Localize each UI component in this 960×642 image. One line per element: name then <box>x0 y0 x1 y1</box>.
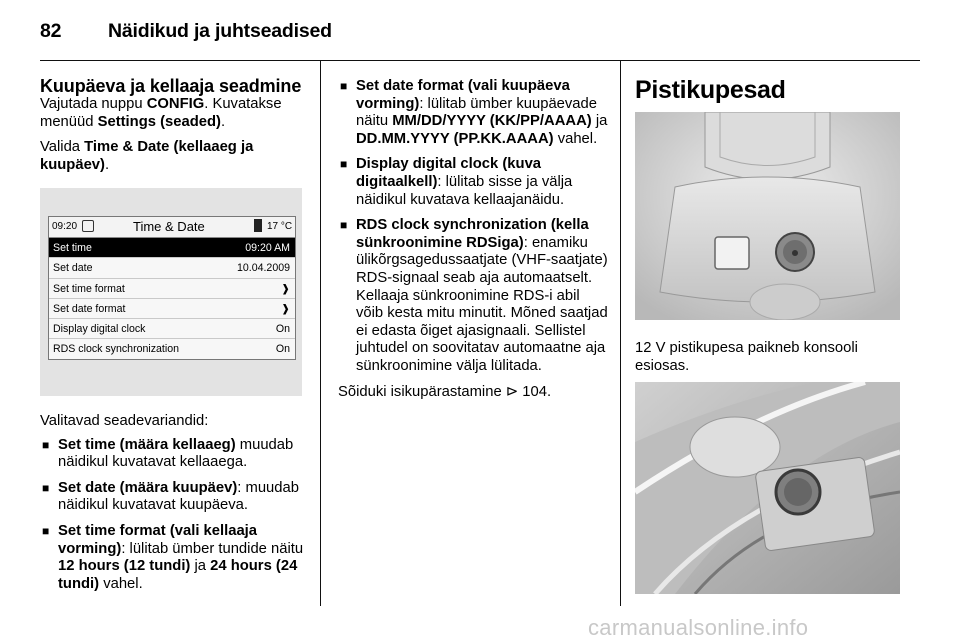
info-display-screen <box>48 216 296 360</box>
chevron-right-icon: ❱ <box>281 282 290 295</box>
menu-row-label: Set time <box>53 242 92 254</box>
text: : lülitab ümber tundide näitu <box>121 540 304 557</box>
watermark: carmanualsonline.info <box>588 615 809 640</box>
text: : muudab näidikul kuvatavat kuupäeva. <box>58 479 299 514</box>
column-divider-1 <box>320 60 321 606</box>
menu-row-label: Set time format <box>53 282 125 295</box>
list-item <box>338 217 608 375</box>
list-item <box>338 156 608 209</box>
text: muudab näidikul kuvatavat kellaaega. <box>58 436 294 471</box>
list-item <box>338 78 608 148</box>
outlet-closeup-photo <box>635 382 900 594</box>
bold-text: RDS clock synchronization (kella sünkroonimine RDSiga) <box>356 217 589 251</box>
menu-row-label: Display digital clock <box>53 323 146 336</box>
timer-icon <box>82 220 94 232</box>
page-title: Näidikud ja juhtseadised <box>108 20 332 42</box>
text: . <box>220 113 226 130</box>
display-image <box>40 188 302 396</box>
screen-temperature: 17 °C <box>267 221 293 232</box>
left-column <box>40 76 306 182</box>
bold-text: Display digital clock (kuva digitaalkell) <box>356 156 542 190</box>
paragraph-config <box>40 96 306 131</box>
menu-row-label: Set date format <box>53 302 126 315</box>
menu-row-value: 10.04.2009 <box>236 262 290 275</box>
text: : lülitab sisse ja välja näidikul kuvatava kellaajanäidu. <box>356 173 573 208</box>
page-header <box>40 20 332 43</box>
list-item <box>58 480 306 515</box>
chevron-right-icon: ❱ <box>281 302 290 315</box>
menu-row <box>49 279 295 299</box>
list-item <box>58 437 306 472</box>
bold-text: Set date format (vali kuupäeva vorming) <box>356 78 570 112</box>
page-reference-icon: ⊳ <box>505 383 519 400</box>
text: . <box>104 156 110 173</box>
middle-column <box>338 78 608 409</box>
text: vahel. <box>99 575 143 592</box>
right-column-caption <box>635 340 903 383</box>
menu-row <box>49 319 295 339</box>
bold-text: CONFIG <box>146 96 205 112</box>
options-list <box>338 78 608 376</box>
left-column-lower <box>40 413 306 601</box>
right-column <box>635 76 903 104</box>
menu-row-value: On <box>275 343 290 356</box>
menu-row <box>49 339 295 358</box>
text: : lülitab ümber kuupäevade näitu <box>356 95 597 130</box>
column-divider-2 <box>620 60 621 606</box>
text: ja <box>591 113 608 130</box>
screen-title: Time & Date <box>133 219 205 234</box>
menu-row-label: RDS clock synchronization <box>53 343 179 356</box>
screen-clock: 09:20 <box>52 221 78 232</box>
header-rule <box>40 60 920 61</box>
paragraph-select <box>40 139 306 174</box>
screen-status-bar <box>49 217 295 238</box>
bold-text: MM/DD/YYYY (KK/PP/AAAA) <box>392 113 592 130</box>
battery-icon <box>254 219 262 232</box>
bold-text: Set time format (vali kellaaja vorming) <box>58 522 258 557</box>
text: Valida <box>40 139 85 156</box>
bold-text: 24 hours (24 tundi) <box>58 558 298 592</box>
text: vahel. <box>553 130 598 147</box>
menu-row <box>49 238 295 258</box>
bold-text: Settings (seaded) <box>97 113 221 130</box>
text: . Kuvatakse menüüd <box>40 96 282 130</box>
text: Vajutada nuppu <box>40 96 147 112</box>
variants-list <box>40 437 306 594</box>
photo-caption: 12 V pistikupesa paikneb konsooli esiosas. <box>635 340 858 374</box>
menu-row-value: On <box>275 323 290 336</box>
list-item <box>58 523 306 593</box>
console-outlet-photo <box>635 112 900 320</box>
text: 104. <box>518 383 552 400</box>
bold-text: DD.MM.YYYY (PP.KK.AAAA) <box>356 130 554 147</box>
text: : enamiku ülikõrgsagedussaatjate (VHF-saatjate) RDS-signaal seab aja automaatselt. Kellaaja sünkroonimine RDS-i abil võib kesta mitu minutit. Mõned saatjad ei edasta õiget ajasignaali. Sellistel juhtudel on soovitatav automaatne aja sünkroonimine välja lülitada. <box>356 234 608 374</box>
bold-text: Set time (määra kellaaeg) <box>58 436 236 453</box>
page-number: 82 <box>40 20 62 42</box>
bold-text: Set date (määra kuupäev) <box>58 479 238 496</box>
text: ja <box>190 558 211 575</box>
bold-text: Time & Date (kellaaeg ja kuupäev) <box>40 139 254 173</box>
text: Sõiduki isikupärastamine <box>338 383 506 400</box>
menu-row-value: 09:20 AM <box>245 242 290 254</box>
section-heading-date-time: Kuupäeva ja kellaaja seadmine <box>40 76 302 96</box>
menu-row-label: Set date <box>53 262 93 275</box>
menu-row <box>49 299 295 319</box>
variants-intro: Valitavad seadevariandid: <box>40 413 209 429</box>
cross-reference <box>338 384 608 402</box>
menu-row <box>49 258 295 278</box>
section-heading-sockets: Pistikupesad <box>635 76 786 104</box>
bold-text: 12 hours (12 tundi) <box>58 558 191 575</box>
